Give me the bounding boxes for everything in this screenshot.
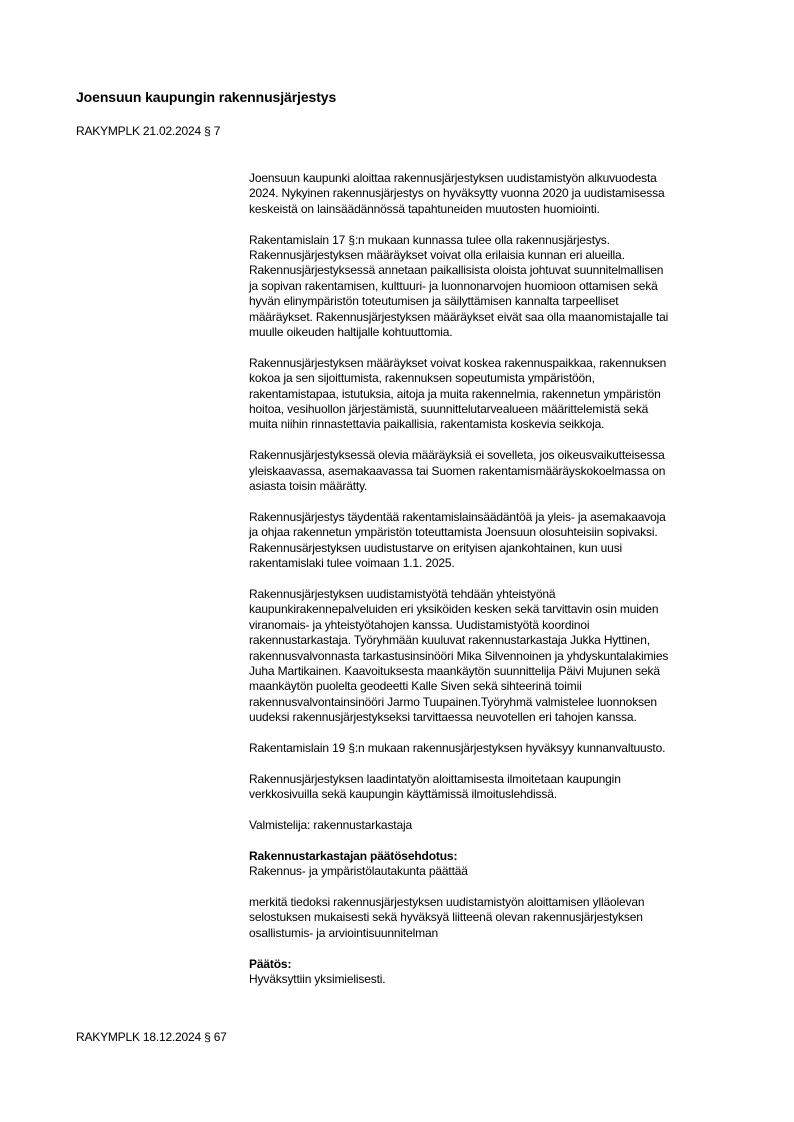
- paragraph-line: Rakentamislain 17 §:n mukaan kunnassa tulee olla rakennusjärjestys.: [249, 232, 610, 247]
- paragraph-line: muulle oikeuden haltijalle kohtuuttomia.: [249, 325, 453, 340]
- paragraph-line: ja sopivan rakentamisen, kulttuuri- ja luonnonarvojen huomioon ottamisen sekä: [249, 278, 658, 293]
- paragraph-line: rakennusvalvontainsinööri Jarmo Tuupainen.Työryhmä valmistelee luonnoksen: [249, 694, 657, 709]
- meeting-reference: RAKYMPLK 21.02.2024 § 7: [76, 124, 221, 138]
- paragraph-line: Rakentamislain 19 §:n mukaan rakennusjärjestyksen hyväksyy kunnanvaltuusto.: [249, 740, 666, 755]
- paragraph-line: uudeksi rakennusjärjestykseksi tarvittaessa neuvotellen eri tahojen kanssa.: [249, 710, 637, 725]
- paragraph: [249, 356, 739, 433]
- paragraph-line: ja ohjaa rakennetun ympäristön toteuttamista Joensuun olosuhteisiin sopivaksi.: [249, 525, 658, 540]
- paragraph-line: rakentamislaki tulee voimaan 1.1. 2025.: [249, 556, 455, 571]
- paragraph-line: verkkosivuilla sekä kaupungin käyttämissä ilmoituslehdissä.: [249, 787, 557, 802]
- paragraph-line: määräykset. Rakennusjärjestyksen määräykset eivät saa olla maanomistajalle tai: [249, 309, 669, 324]
- paragraph-line: muita niihin rinnastettavia paikallisia, rakentamista koskevia seikkoja.: [249, 417, 605, 432]
- proposal-heading: Rakennustarkastajan päätösehdotus:: [249, 848, 458, 863]
- paragraph-line: rakennustarkastaja. Työryhmään kuuluvat rakennustarkastaja Jukka Hyttinen,: [249, 633, 650, 648]
- paragraph-line: rakentamistapaa, istutuksia, aitoja ja muita rakennelmia, rakennetun ympäristön: [249, 386, 661, 401]
- paragraph-line: keskeistä on lainsäädännössä tapahtuneiden muutosten huomiointi.: [249, 201, 600, 216]
- proposal-line: selostuksen mukaisesti sekä hyväksyä liitteenä olevan rakennusjärjestyksen: [249, 910, 643, 925]
- paragraph-line: viranomais- ja yhteistyötahojen kanssa. Uudistamistyötä koordinoi: [249, 617, 590, 632]
- document-title: Joensuun kaupungin rakennusjärjestys: [76, 89, 337, 105]
- paragraph-line: kokoa ja sen sijoittumista, rakennuksen sopeutumista ympäristöön,: [249, 371, 595, 386]
- paragraph-line: Rakennusjärjestys täydentää rakentamislainsäädäntöä ja yleis- ja asemakaavoja: [249, 509, 666, 524]
- paragraph-line: asiasta toisin määrätty.: [249, 479, 368, 494]
- paragraph-line: Valmistelija: rakennustarkastaja: [249, 817, 413, 832]
- paragraph: [249, 818, 739, 833]
- paragraph: [249, 772, 739, 803]
- decision-text: Hyväksyttiin yksimielisesti.: [249, 971, 386, 986]
- paragraph-line: maankäytön puolelta geodeetti Kalle Siven sekä sihteerinä toimii: [249, 679, 582, 694]
- paragraph-line: kaupunkirakennepalveluiden eri yksiköiden kesken sekä tarvittavin osin muiden: [249, 602, 659, 617]
- body-paragraphs: [249, 171, 739, 833]
- proposal-section: [249, 849, 739, 880]
- paragraph-line: Rakennusjärjestyksen laadintatyön aloittamisesta ilmoitetaan kaupungin: [249, 771, 621, 786]
- decision-section: [249, 957, 739, 988]
- paragraph-line: Rakennusjärjestyksessä annetaan paikallisista oloista johtuvat suunnitelmallisen: [249, 263, 664, 278]
- paragraph-line: Rakennusärjestyksen uudistustarve on erityisen ajankohtainen, kun uusi: [249, 540, 623, 555]
- document-body: [249, 171, 739, 1003]
- paragraph: [249, 741, 739, 756]
- paragraph-line: hyvän elinympäristön toteutumisen ja säilyttämisen kannalta tarpeelliset: [249, 294, 619, 309]
- paragraph-line: Rakennusjärjestyksen uudistamistyötä tehdään yhteistyönä: [249, 586, 556, 601]
- decision-heading: Päätös:: [249, 956, 292, 971]
- paragraph-line: Rakennusjärjestyksessä olevia määräyksiä ei sovelleta, jos oikeusvaikutteisessa: [249, 448, 665, 463]
- paragraph-line: hoitoa, vesihuollon järjestämistä, suunnittelutarvealueen määrittelemistä sekä: [249, 402, 649, 417]
- paragraph-line: yleiskaavassa, asemakaavassa tai Suomen rakentamismääräyskokoelmassa on: [249, 463, 666, 478]
- paragraph: [249, 171, 739, 217]
- meeting-reference-next: RAKYMPLK 18.12.2024 § 67: [76, 1030, 227, 1044]
- paragraph-line: 2024. Nykyinen rakennusjärjestys on hyväksytty vuonna 2020 ja uudistamisessa: [249, 186, 665, 201]
- proposal-text: [249, 895, 739, 941]
- paragraph-line: Rakennusjärjestyksen määräykset voivat olla erilaisia kunnan eri alueilla.: [249, 248, 625, 263]
- proposal-intro: Rakennus- ja ympäristölautakunta päättää: [249, 864, 468, 879]
- paragraph-line: Rakennusjärjestyksen määräykset voivat koskea rakennuspaikkaa, rakennuksen: [249, 355, 667, 370]
- paragraph-line: rakennusvalvonnasta tarkastusinsinööri Mika Silvennoinen ja yhdyskuntalakimies: [249, 648, 669, 663]
- paragraph: [249, 587, 739, 726]
- paragraph-line: Juha Martikainen. Kaavoituksesta maankäytön suunnittelija Päivi Mujunen sekä: [249, 663, 660, 678]
- paragraph: [249, 233, 739, 341]
- paragraph-line: Joensuun kaupunki aloittaa rakennusjärjestyksen uudistamistyön alkuvuodesta: [249, 171, 657, 185]
- paragraph: [249, 510, 739, 572]
- proposal-line: merkitä tiedoksi rakennusjärjestyksen uudistamistyön aloittamisen ylläolevan: [249, 894, 645, 909]
- proposal-line: osallistumis- ja arviointisuunnitelman: [249, 925, 439, 940]
- paragraph: [249, 448, 739, 494]
